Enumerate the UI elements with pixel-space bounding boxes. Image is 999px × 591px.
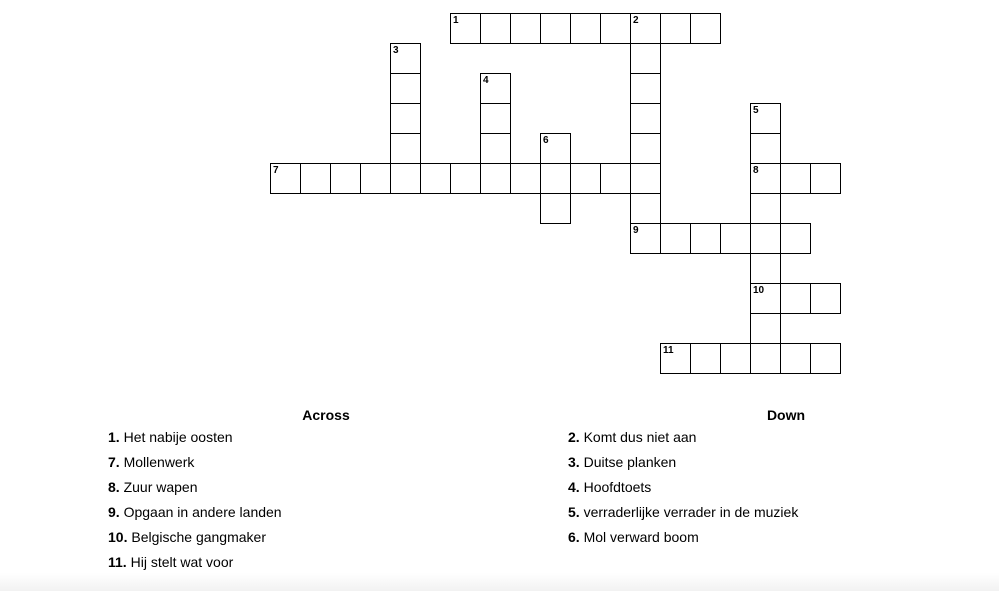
grid-cell[interactable] bbox=[630, 103, 661, 134]
clue-down-4: 4. Hoofdtoets bbox=[568, 479, 652, 495]
clue-down-5: 5. verraderlijke verrader in de muziek bbox=[568, 504, 799, 520]
grid-cell[interactable] bbox=[810, 283, 841, 314]
grid-cell[interactable] bbox=[780, 343, 811, 374]
grid-cell[interactable] bbox=[750, 313, 781, 344]
grid-cell[interactable] bbox=[330, 163, 361, 194]
grid-cell[interactable] bbox=[750, 103, 781, 134]
grid-cell[interactable] bbox=[570, 163, 601, 194]
clue-across-11: 11. Hij stelt wat voor bbox=[108, 554, 234, 570]
grid-cell[interactable] bbox=[390, 73, 421, 104]
down-heading: Down bbox=[766, 407, 806, 423]
grid-cell[interactable] bbox=[750, 253, 781, 284]
clue-across-8: 8. Zuur wapen bbox=[108, 479, 198, 495]
cell-number: 9 bbox=[633, 225, 639, 236]
bottom-shade bbox=[0, 573, 999, 591]
grid-cell[interactable] bbox=[570, 13, 601, 44]
grid-cell[interactable] bbox=[540, 163, 571, 194]
grid-cell[interactable] bbox=[510, 163, 541, 194]
grid-cell[interactable] bbox=[450, 163, 481, 194]
cell-number: 6 bbox=[543, 135, 549, 146]
grid-cell[interactable] bbox=[300, 163, 331, 194]
grid-cell[interactable] bbox=[540, 193, 571, 224]
cell-number: 8 bbox=[753, 165, 759, 176]
grid-cell[interactable] bbox=[420, 163, 451, 194]
clue-across-7: 7. Mollenwerk bbox=[108, 454, 195, 470]
clue-down-6: 6. Mol verward boom bbox=[568, 529, 699, 545]
grid-cell[interactable] bbox=[780, 163, 811, 194]
clue-across-10: 10. Belgische gangmaker bbox=[108, 529, 266, 545]
grid-cell[interactable] bbox=[630, 43, 661, 74]
grid-cell[interactable] bbox=[480, 103, 511, 134]
clue-across-1: 1. Het nabije oosten bbox=[108, 429, 233, 445]
cell-number: 5 bbox=[753, 105, 759, 116]
grid-cell[interactable] bbox=[600, 13, 631, 44]
grid-cell[interactable] bbox=[450, 13, 481, 44]
grid-cell[interactable] bbox=[720, 343, 751, 374]
cell-number: 7 bbox=[273, 165, 279, 176]
grid-cell[interactable] bbox=[720, 223, 751, 254]
cell-number: 1 bbox=[453, 15, 459, 26]
across-clues bbox=[108, 405, 544, 575]
grid-cell[interactable] bbox=[390, 103, 421, 134]
grid-cell[interactable] bbox=[750, 193, 781, 224]
down-clues bbox=[568, 405, 999, 550]
grid-cell[interactable] bbox=[750, 163, 781, 194]
grid-cell[interactable] bbox=[390, 133, 421, 164]
clue-down-3: 3. Duitse planken bbox=[568, 454, 677, 470]
grid-cell[interactable] bbox=[690, 13, 721, 44]
grid-cell[interactable] bbox=[690, 343, 721, 374]
grid-cell[interactable] bbox=[660, 343, 691, 374]
grid-cell[interactable] bbox=[690, 223, 721, 254]
grid-cell[interactable] bbox=[630, 193, 661, 224]
cell-number: 3 bbox=[393, 45, 399, 56]
cell-number: 10 bbox=[753, 285, 765, 296]
cell-number: 2 bbox=[633, 15, 639, 26]
grid-cell[interactable] bbox=[780, 223, 811, 254]
grid-cell[interactable] bbox=[480, 73, 511, 104]
clue-across-9: 9. Opgaan in andere landen bbox=[108, 504, 282, 520]
grid-cell[interactable] bbox=[510, 13, 541, 44]
grid-cell[interactable] bbox=[480, 13, 511, 44]
grid-cell[interactable] bbox=[810, 343, 841, 374]
clue-down-2: 2. Komt dus niet aan bbox=[568, 429, 697, 445]
grid-cell[interactable] bbox=[750, 223, 781, 254]
grid-cell[interactable] bbox=[750, 343, 781, 374]
grid-cell[interactable] bbox=[750, 283, 781, 314]
grid-cell[interactable] bbox=[480, 163, 511, 194]
grid-cell[interactable] bbox=[270, 163, 301, 194]
grid-cell[interactable] bbox=[750, 133, 781, 164]
grid-cell[interactable] bbox=[540, 133, 571, 164]
across-heading: Across bbox=[302, 407, 350, 423]
grid-cell[interactable] bbox=[780, 283, 811, 314]
grid-cell[interactable] bbox=[480, 133, 511, 164]
grid-cell[interactable] bbox=[630, 13, 661, 44]
grid-cell[interactable] bbox=[810, 163, 841, 194]
grid-cell[interactable] bbox=[660, 13, 691, 44]
grid-cell[interactable] bbox=[540, 13, 571, 44]
cell-number: 4 bbox=[483, 75, 489, 86]
grid-cell[interactable] bbox=[660, 223, 691, 254]
grid-cell[interactable] bbox=[390, 43, 421, 74]
grid-cell[interactable] bbox=[390, 163, 421, 194]
grid-cell[interactable] bbox=[630, 133, 661, 164]
grid-cell[interactable] bbox=[600, 163, 631, 194]
grid-cell[interactable] bbox=[630, 73, 661, 104]
grid-cell[interactable] bbox=[360, 163, 391, 194]
grid-cell[interactable] bbox=[630, 223, 661, 254]
cell-number: 11 bbox=[663, 345, 674, 356]
grid-cell[interactable] bbox=[630, 163, 661, 194]
